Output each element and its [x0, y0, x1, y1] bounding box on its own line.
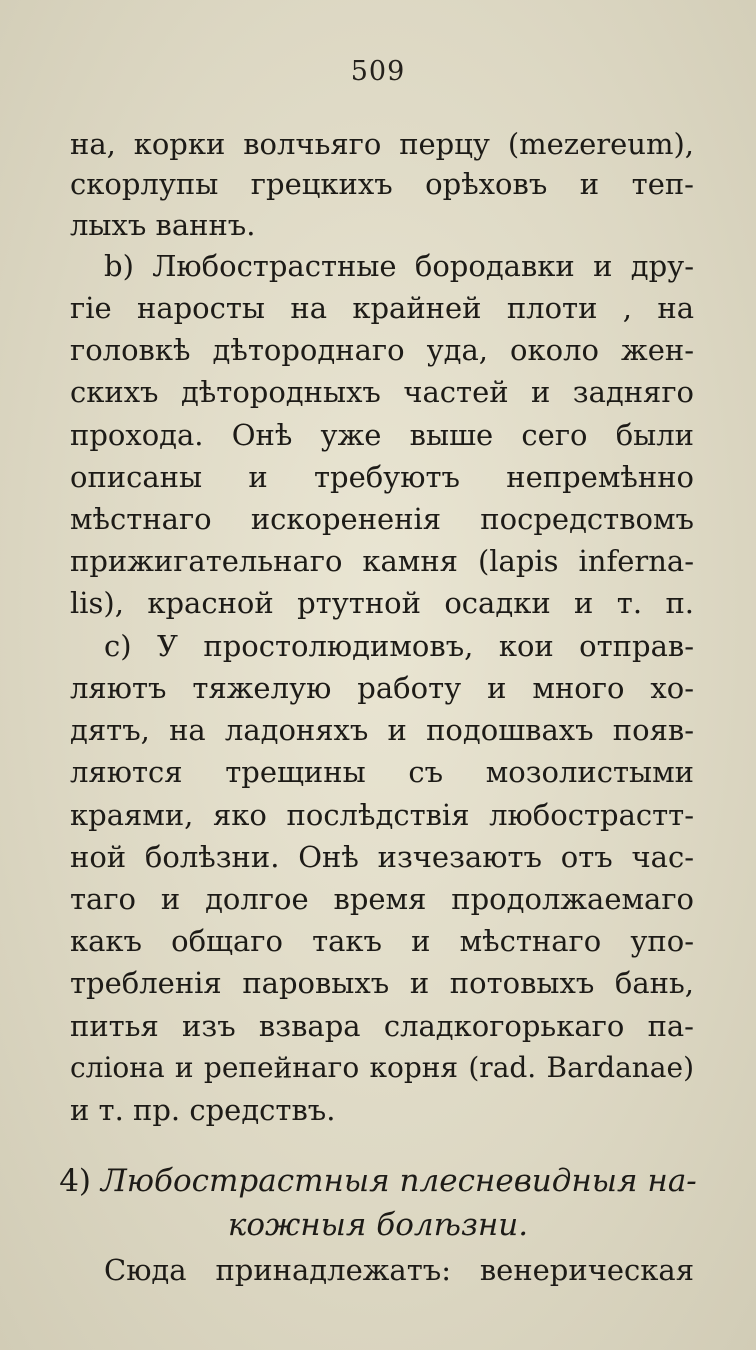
text-line: какъ общаго такъ и мѣстнаго упо- [70, 924, 694, 958]
text-line: прижигательнаго камня (lapis inferna- [70, 544, 694, 578]
text-line: ляются трещины съ мозолистыми [70, 755, 694, 789]
text-line: ной болѣзни. Онѣ изчезаютъ отъ час- [70, 840, 694, 874]
text-line: прохода. Онѣ уже выше сего были [70, 418, 694, 452]
paragraph-c-first-line: c) У простолюдимовъ, кои отправ- [104, 629, 694, 663]
text-line: требленія паровыхъ и потовыхъ бань, [70, 966, 694, 1000]
text-line: лыхъ ваннъ. [70, 208, 256, 242]
section-heading-line-2: кожныя болѣзни. [227, 1207, 529, 1243]
paragraph-b-first-line: b) Любострастные бородавки и дру- [104, 249, 694, 283]
section-heading-line-1: Любострастныя плесневидныя на- [100, 1163, 697, 1199]
text-line: питья изъ взвара сладкогорькаго па- [70, 1009, 694, 1043]
text-line: головкѣ дѣтороднаго уда, около жен- [70, 333, 694, 367]
text-line: гіе наросты на крайней плоти , на [70, 291, 694, 325]
text-line: и т. пр. средствъ. [70, 1093, 336, 1127]
text-line: ляютъ тяжелую работу и много хо- [70, 671, 694, 705]
text-line: на, корки волчьяго перцу (mezereum), [70, 127, 694, 161]
section-heading-number: 4) [59, 1163, 92, 1199]
text-line: мѣстнаго искорененія посредствомъ [70, 502, 694, 536]
final-text-line: Сюда принадлежатъ: венерическая [104, 1253, 694, 1287]
text-line: скорлупы грецкихъ орѣховъ и теп- [70, 167, 694, 201]
text-line: краями, яко послѣдствія любострастт- [70, 798, 694, 832]
text-line: скихъ дѣтородныхъ частей и задняго [70, 375, 694, 409]
text-line: описаны и требуютъ непремѣнно [70, 460, 694, 494]
page-number: 509 [350, 56, 406, 87]
section-heading [0, 1160, 756, 1202]
text-line: дятъ, на ладоняхъ и подошвахъ появ- [70, 713, 694, 747]
text-line: lis), красной ртутной осадки и т. п. [70, 586, 694, 620]
text-line: таго и долгое время продолжаемаго [70, 882, 694, 916]
text-line: сліона и репейнаго корня (rad. Bardanae) [70, 1051, 694, 1084]
